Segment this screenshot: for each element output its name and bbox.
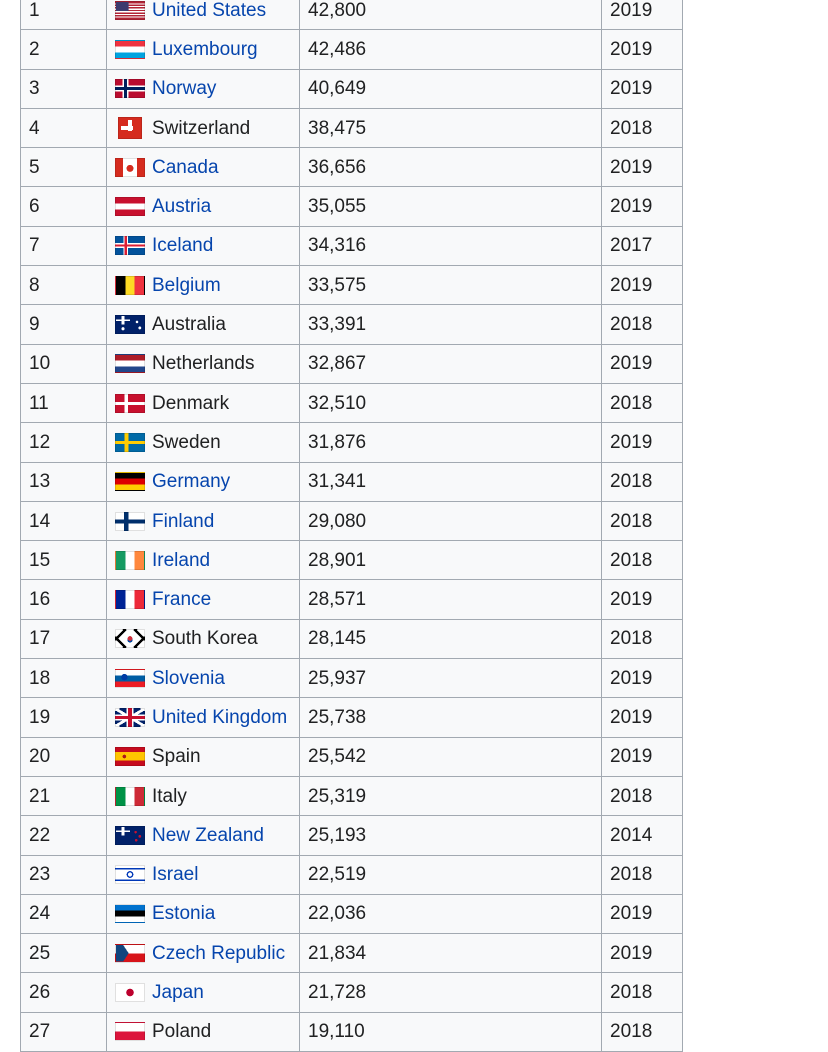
- country-wrapper: [115, 983, 291, 1002]
- country-cell: [107, 934, 300, 973]
- flag-pl-icon: [115, 1022, 145, 1041]
- value-cell: 33,575: [300, 266, 602, 305]
- value-cell: 25,193: [300, 816, 602, 855]
- flag-us-icon: [115, 1, 145, 20]
- country-wrapper: [115, 472, 291, 491]
- table-row: [21, 855, 683, 894]
- flag-nl-icon: [115, 354, 145, 373]
- country-link[interactable]: Finland: [152, 510, 215, 532]
- country-wrapper: [115, 944, 291, 963]
- year-cell: 2019: [602, 423, 683, 462]
- country-link[interactable]: Estonia: [152, 903, 216, 925]
- country-cell: [107, 108, 300, 147]
- country-link[interactable]: Canada: [152, 156, 219, 178]
- flag-gb-icon: [115, 708, 145, 727]
- country-cell: [107, 383, 300, 422]
- year-cell: 2019: [602, 659, 683, 698]
- year-cell: 2019: [602, 344, 683, 383]
- country-cell: [107, 973, 300, 1012]
- year-cell: 2019: [602, 698, 683, 737]
- table-row: [21, 187, 683, 226]
- table-row: [21, 423, 683, 462]
- country-wrapper: [115, 236, 291, 255]
- rank-cell: 23: [21, 855, 107, 894]
- rank-cell: 9: [21, 305, 107, 344]
- flag-il-icon: [115, 865, 145, 884]
- country-link[interactable]: Ireland: [152, 549, 211, 571]
- year-cell: 2019: [602, 580, 683, 619]
- value-cell: 25,738: [300, 698, 602, 737]
- country-cell: [107, 501, 300, 540]
- table-row: [21, 580, 683, 619]
- country-wrapper: [115, 117, 291, 139]
- country-wrapper: [115, 865, 291, 884]
- year-cell: 2018: [602, 855, 683, 894]
- value-cell: 32,510: [300, 383, 602, 422]
- rank-cell: 21: [21, 776, 107, 815]
- rank-cell: 12: [21, 423, 107, 462]
- table-row: [21, 148, 683, 187]
- year-cell: 2019: [602, 0, 683, 30]
- rank-cell: 26: [21, 973, 107, 1012]
- country-wrapper: [115, 79, 291, 98]
- year-cell: 2019: [602, 737, 683, 776]
- country-cell: [107, 737, 300, 776]
- year-cell: 2019: [602, 894, 683, 933]
- flag-ch-icon: [118, 117, 142, 139]
- table-row: [21, 383, 683, 422]
- table-row: [21, 894, 683, 933]
- country-link[interactable]: United States: [152, 0, 267, 21]
- country-name: Switzerland: [152, 117, 251, 139]
- value-cell: 21,834: [300, 934, 602, 973]
- country-link[interactable]: Czech Republic: [152, 942, 286, 964]
- flag-es-icon: [115, 747, 145, 766]
- rank-cell: 19: [21, 698, 107, 737]
- country-link[interactable]: France: [152, 589, 212, 611]
- value-cell: 28,145: [300, 619, 602, 658]
- country-wrapper: [115, 433, 291, 452]
- country-wrapper: [115, 590, 291, 609]
- country-link[interactable]: Japan: [152, 982, 204, 1004]
- table-body: [21, 0, 683, 1052]
- country-cell: [107, 305, 300, 344]
- year-cell: 2018: [602, 501, 683, 540]
- year-cell: 2018: [602, 776, 683, 815]
- table-row: [21, 69, 683, 108]
- country-cell: [107, 226, 300, 265]
- country-wrapper: [115, 315, 291, 334]
- flag-de-icon: [115, 472, 145, 491]
- flag-kr-icon: [115, 629, 145, 648]
- year-cell: 2019: [602, 69, 683, 108]
- country-cell: [107, 698, 300, 737]
- table-row: [21, 501, 683, 540]
- country-wrapper: [115, 551, 291, 570]
- country-wrapper: [115, 158, 291, 177]
- table-row: [21, 737, 683, 776]
- value-cell: 21,728: [300, 973, 602, 1012]
- flag-lu-icon: [115, 40, 145, 59]
- rank-cell: 25: [21, 934, 107, 973]
- country-name: Denmark: [152, 392, 230, 414]
- value-cell: 28,571: [300, 580, 602, 619]
- year-cell: 2019: [602, 30, 683, 69]
- flag-at-icon: [115, 197, 145, 216]
- rank-cell: 6: [21, 187, 107, 226]
- table-row: [21, 344, 683, 383]
- table-row: [21, 816, 683, 855]
- value-cell: 42,800: [300, 0, 602, 30]
- value-cell: 19,110: [300, 1012, 602, 1051]
- country-cell: [107, 1012, 300, 1051]
- year-cell: 2018: [602, 383, 683, 422]
- value-cell: 33,391: [300, 305, 602, 344]
- table-row: [21, 541, 683, 580]
- rank-cell: 22: [21, 816, 107, 855]
- country-wrapper: [115, 394, 291, 413]
- country-link[interactable]: Iceland: [152, 235, 214, 257]
- country-wrapper: [115, 708, 291, 727]
- country-cell: [107, 0, 300, 30]
- year-cell: 2018: [602, 305, 683, 344]
- value-cell: 25,542: [300, 737, 602, 776]
- table-row: [21, 226, 683, 265]
- country-cell: [107, 659, 300, 698]
- country-name: Sweden: [152, 431, 221, 453]
- rank-cell: 11: [21, 383, 107, 422]
- flag-jp-icon: [115, 983, 145, 1002]
- rank-cell: 4: [21, 108, 107, 147]
- year-cell: 2018: [602, 462, 683, 501]
- rank-cell: 7: [21, 226, 107, 265]
- rank-cell: 5: [21, 148, 107, 187]
- rank-cell: 27: [21, 1012, 107, 1051]
- year-cell: 2018: [602, 973, 683, 1012]
- rank-cell: 20: [21, 737, 107, 776]
- rank-cell: 15: [21, 541, 107, 580]
- rank-cell: 17: [21, 619, 107, 658]
- flag-is-icon: [115, 236, 145, 255]
- country-wrapper: [115, 1022, 291, 1041]
- year-cell: 2019: [602, 148, 683, 187]
- value-cell: 40,649: [300, 69, 602, 108]
- country-cell: [107, 30, 300, 69]
- value-cell: 25,319: [300, 776, 602, 815]
- country-cell: [107, 423, 300, 462]
- flag-ie-icon: [115, 551, 145, 570]
- year-cell: 2019: [602, 266, 683, 305]
- year-cell: 2018: [602, 108, 683, 147]
- country-wrapper: [115, 747, 291, 766]
- table-row: [21, 698, 683, 737]
- country-wrapper: [115, 40, 291, 59]
- country-wrapper: [115, 669, 291, 688]
- rank-cell: 8: [21, 266, 107, 305]
- country-link[interactable]: Israel: [152, 864, 199, 886]
- rank-cell: 14: [21, 501, 107, 540]
- country-cell: [107, 266, 300, 305]
- value-cell: 31,876: [300, 423, 602, 462]
- year-cell: 2018: [602, 541, 683, 580]
- table-row: [21, 30, 683, 69]
- country-link[interactable]: New Zealand: [152, 824, 264, 846]
- country-cell: [107, 462, 300, 501]
- country-wrapper: [115, 197, 291, 216]
- country-link[interactable]: Luxembourg: [152, 38, 258, 60]
- value-cell: 42,486: [300, 30, 602, 69]
- country-cell: [107, 855, 300, 894]
- country-wrapper: [115, 629, 291, 648]
- flag-nz-icon: [115, 826, 145, 845]
- country-wrapper: [115, 276, 291, 295]
- country-wrapper: [115, 1, 291, 20]
- country-wrapper: [115, 904, 291, 923]
- table-row: [21, 305, 683, 344]
- flag-si-icon: [115, 669, 145, 688]
- country-cell: [107, 187, 300, 226]
- country-cell: [107, 580, 300, 619]
- rank-cell: 3: [21, 69, 107, 108]
- table-row: [21, 0, 683, 30]
- year-cell: 2014: [602, 816, 683, 855]
- year-cell: 2017: [602, 226, 683, 265]
- rank-cell: 13: [21, 462, 107, 501]
- flag-cz-icon: [115, 944, 145, 963]
- flag-au-icon: [115, 315, 145, 334]
- rank-cell: 1: [21, 0, 107, 30]
- value-cell: 22,519: [300, 855, 602, 894]
- flag-no-icon: [115, 79, 145, 98]
- wage-table: [20, 0, 683, 1052]
- country-cell: [107, 541, 300, 580]
- table-row: [21, 934, 683, 973]
- country-link[interactable]: United Kingdom: [152, 706, 288, 728]
- country-name: Australia: [152, 314, 226, 336]
- table-row: [21, 108, 683, 147]
- country-wrapper: [115, 354, 291, 373]
- country-link[interactable]: Belgium: [152, 274, 221, 296]
- value-cell: 35,055: [300, 187, 602, 226]
- flag-se-icon: [115, 433, 145, 452]
- value-cell: 29,080: [300, 501, 602, 540]
- country-link[interactable]: Germany: [152, 471, 231, 493]
- year-cell: 2019: [602, 934, 683, 973]
- value-cell: 34,316: [300, 226, 602, 265]
- country-name: Spain: [152, 746, 201, 768]
- rank-cell: 18: [21, 659, 107, 698]
- value-cell: 31,341: [300, 462, 602, 501]
- value-cell: 38,475: [300, 108, 602, 147]
- value-cell: 25,937: [300, 659, 602, 698]
- country-cell: [107, 69, 300, 108]
- value-cell: 22,036: [300, 894, 602, 933]
- value-cell: 28,901: [300, 541, 602, 580]
- value-cell: 36,656: [300, 148, 602, 187]
- flag-fr-icon: [115, 590, 145, 609]
- country-cell: [107, 894, 300, 933]
- table-row: [21, 462, 683, 501]
- year-cell: 2018: [602, 1012, 683, 1051]
- table-row: [21, 266, 683, 305]
- rank-cell: 16: [21, 580, 107, 619]
- flag-ee-icon: [115, 904, 145, 923]
- flag-it-icon: [115, 787, 145, 806]
- country-name: Italy: [152, 785, 187, 807]
- country-link[interactable]: Norway: [152, 78, 217, 100]
- flag-dk-icon: [115, 394, 145, 413]
- country-cell: [107, 619, 300, 658]
- year-cell: 2018: [602, 619, 683, 658]
- flag-be-icon: [115, 276, 145, 295]
- table-row: [21, 1012, 683, 1051]
- rank-cell: 10: [21, 344, 107, 383]
- country-cell: [107, 776, 300, 815]
- country-cell: [107, 148, 300, 187]
- country-wrapper: [115, 512, 291, 531]
- table-row: [21, 619, 683, 658]
- country-wrapper: [115, 826, 291, 845]
- country-wrapper: [115, 787, 291, 806]
- table-row: [21, 659, 683, 698]
- country-cell: [107, 816, 300, 855]
- table-row: [21, 973, 683, 1012]
- country-link[interactable]: Austria: [152, 196, 212, 218]
- flag-ca-icon: [115, 158, 145, 177]
- table-row: [21, 776, 683, 815]
- flag-fi-icon: [115, 512, 145, 531]
- year-cell: 2019: [602, 187, 683, 226]
- value-cell: 32,867: [300, 344, 602, 383]
- rank-cell: 24: [21, 894, 107, 933]
- country-name: Poland: [152, 1021, 212, 1043]
- country-name: South Korea: [152, 628, 258, 650]
- country-name: Netherlands: [152, 353, 255, 375]
- country-link[interactable]: Slovenia: [152, 667, 225, 689]
- country-cell: [107, 344, 300, 383]
- rank-cell: 2: [21, 30, 107, 69]
